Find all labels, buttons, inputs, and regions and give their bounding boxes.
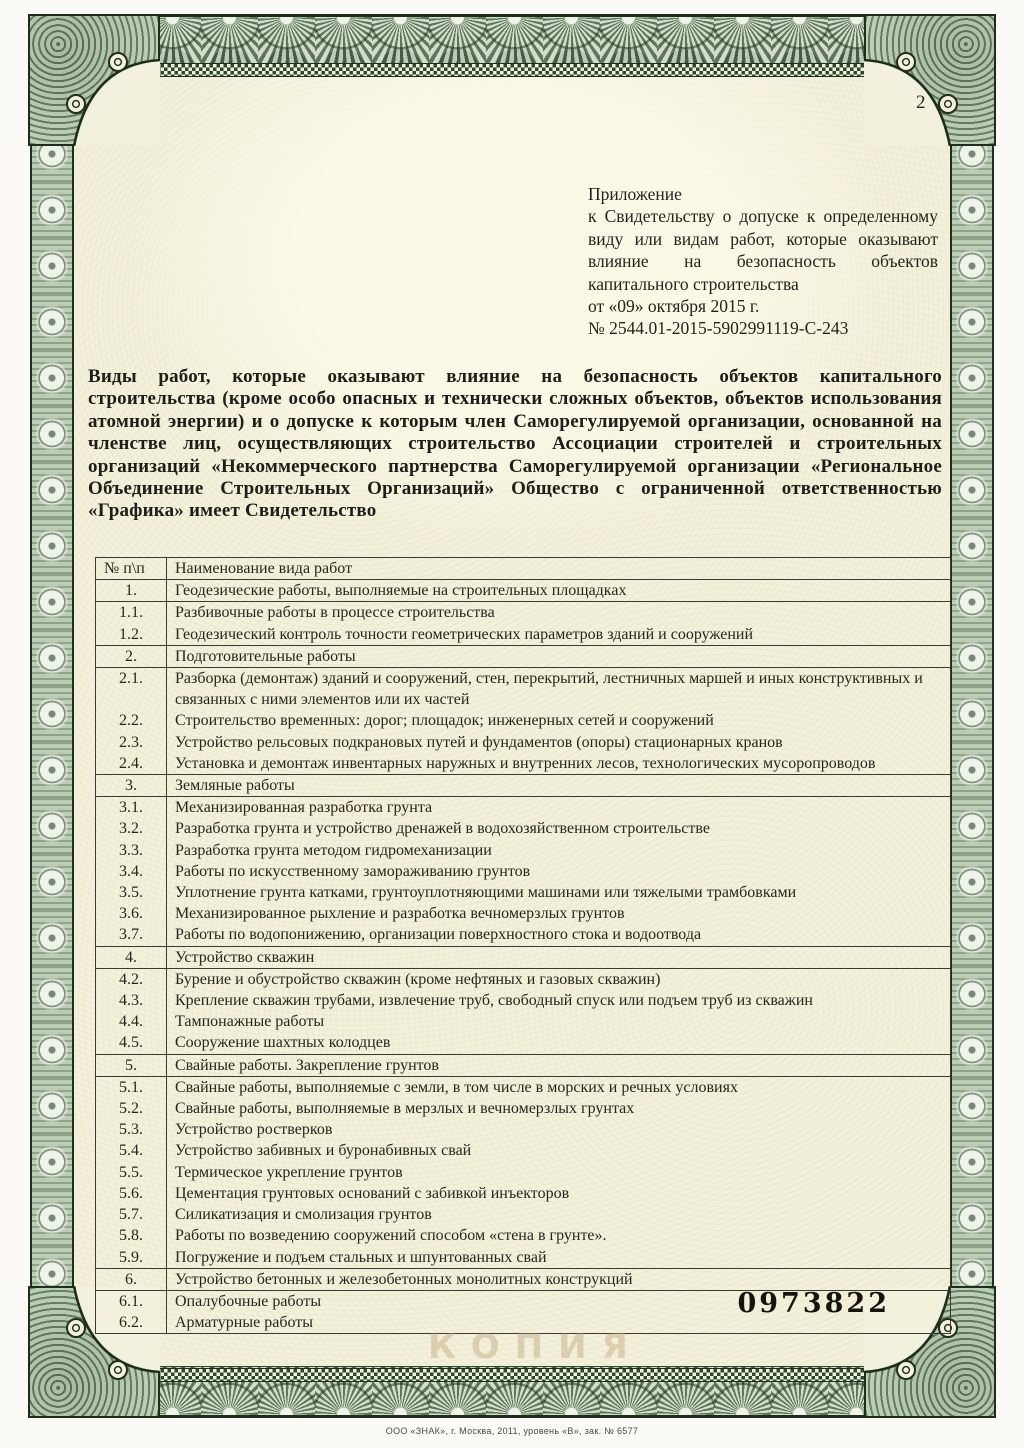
scroll-flourish-icon [28,14,160,146]
row-work-name: Цементация грунтовых оснований с забивкой инъекторов [167,1183,951,1204]
table-row [96,1140,951,1161]
row-number: 4.2. [96,968,167,990]
row-work-name: Подготовительные работы [167,645,951,667]
row-work-name: Силикатизация и смолизация грунтов [167,1204,951,1225]
row-work-name: Свайные работы, выполняемые с земли, в том числе в морских и речных условиях [167,1076,951,1098]
row-work-name: Работы по возведению сооружений способом «стена в грунте». [167,1225,951,1246]
table-row [96,1225,951,1246]
row-work-name: Крепление скважин трубами, извлечение труб, свободный спуск или подъем труб из скважин [167,990,951,1011]
corner-flourish-ornament [28,14,160,146]
row-number: 3.3. [96,840,167,861]
table-row [96,753,951,775]
table-row [96,1098,951,1119]
row-number: 2.3. [96,732,167,753]
table-row [96,797,951,819]
row-number: 3.1. [96,797,167,819]
border-ornament-top [30,14,994,66]
column-header-number: № п\п [96,558,167,580]
row-work-name: Разборка (демонтаж) зданий и сооружений, стен, перекрытий, лестничных маршей и иных конструктивных и связанных с ними элементов или их частей [167,668,951,711]
row-number: 4.4. [96,1011,167,1032]
table-row [96,645,951,667]
table-row [96,1162,951,1183]
table-row [96,1076,951,1098]
row-number: 6.1. [96,1290,167,1312]
row-work-name: Земляные работы [167,775,951,797]
table-row [96,1247,951,1269]
scroll-flourish-icon [864,14,996,146]
row-work-name: Устройство скважин [167,946,951,968]
checkered-ribbon-top [150,63,874,77]
serial-number: 0973822 [737,1288,890,1319]
row-work-name: Разработка грунта методом гидромеханизации [167,840,951,861]
table-row [96,1204,951,1225]
table-row [96,818,951,839]
row-number: 5.2. [96,1098,167,1119]
row-work-name: Устройство забивных и буронабивных свай [167,1140,951,1161]
row-number: 6.2. [96,1312,167,1334]
row-number: 2.2. [96,710,167,731]
row-work-name: Механизированная разработка грунта [167,797,951,819]
row-work-name: Свайные работы, выполняемые в мерзлых и вечномерзлых грунтах [167,1098,951,1119]
printer-imprint: ООО «ЗНАК», г. Москва, 2011, уровень «В», зак. № 6577 [385,1426,639,1436]
appendix-header [588,183,938,340]
appendix-date-line: от «09» октября 2015 г. [588,296,760,317]
row-number: 5.4. [96,1140,167,1161]
row-work-name: Погружение и подъем стальных и шпунтованных свай [167,1247,951,1269]
table-row [96,946,951,968]
row-work-name: Разработка грунта и устройство дренажей в водохозяйственном строительстве [167,818,951,839]
row-number: 2.4. [96,753,167,775]
row-work-name: Свайные работы. Закрепление грунтов [167,1054,951,1076]
row-number: 5.8. [96,1225,167,1246]
row-number: 2.1. [96,668,167,711]
table-row [96,882,951,903]
corner-flourish-ornament [864,14,996,146]
border-ornament-right [950,14,994,1418]
table-row [96,710,951,731]
row-number: 3.5. [96,882,167,903]
row-number: 5.5. [96,1162,167,1183]
table-row [96,624,951,646]
table-row [96,775,951,797]
checkered-ribbon-bottom [150,1368,874,1382]
table-row [96,580,951,602]
row-work-name: Тампонажные работы [167,1011,951,1032]
row-work-name: Уплотнение грунта катками, грунтоуплотняющими машинами или тяжелыми трамбовками [167,882,951,903]
row-number: 3.2. [96,818,167,839]
row-number: 5.6. [96,1183,167,1204]
work-types-table [95,557,951,1334]
table-row [96,602,951,624]
table-row [96,924,951,946]
row-work-name: Устройство рельсовых подкрановых путей и фундаментов (опоры) стационарных кранов [167,732,951,753]
row-work-name: Разбивочные работы в процессе строительства [167,602,951,624]
row-work-name: Сооружение шахтных колодцев [167,1032,951,1054]
row-work-name: Установка и демонтаж инвентарных наружных и внутренних лесов, технологических мусоропроводов [167,753,951,775]
table-row [96,903,951,924]
row-number: 1. [96,580,167,602]
row-work-name: Работы по искусственному замораживанию грунтов [167,861,951,882]
border-ornament-left [30,14,74,1418]
page-number: 2 [916,92,926,113]
row-number: 4. [96,946,167,968]
column-header-name: Наименование вида работ [167,558,951,580]
table-row [96,1054,951,1076]
row-number: 6. [96,1268,167,1290]
table-row [96,968,951,990]
table-header-row [96,558,951,580]
table-row [96,990,951,1011]
row-number: 3. [96,775,167,797]
row-work-name: Механизированное рыхление и разработка вечномерзлых грунтов [167,903,951,924]
row-number: 5.1. [96,1076,167,1098]
row-number: 4.3. [96,990,167,1011]
table-row [96,668,951,711]
row-work-name: Арматурные работы [167,1312,951,1334]
row-number: 1.1. [96,602,167,624]
appendix-header-line: Приложение [588,184,682,204]
table-row [96,1032,951,1054]
table-row [96,1011,951,1032]
row-number: 5.9. [96,1247,167,1269]
intro-paragraph: Виды работ, которые оказывают влияние на безопасность объектов капитального строительства (кроме особо опасных и технически сложных объектов, объектов использования атомной энергии) и о допуске к которым член Саморегулируемой организации, основанной на членстве лиц, осуществляющих строительство Ассоциации строителей и строительных организаций «Некоммерческого партнерства Саморегулируемой организации «Региональное Объединение Строительных Организаций» Общество с ограниченной ответственностью «Графика» имеет Свидетельство [88,366,942,522]
row-work-name: Устройство бетонных и железобетонных монолитных конструкций [167,1268,951,1290]
table-row [96,732,951,753]
row-number: 4.5. [96,1032,167,1054]
table-row [96,1119,951,1140]
row-work-name: Опалубочные работы [167,1290,951,1312]
table-row [96,840,951,861]
row-work-name: Работы по водопонижению, организации поверхностного стока и водоотвода [167,924,951,946]
copy-watermark: КОПИЯ [428,1327,643,1367]
table-row [96,1183,951,1204]
row-work-name: Бурение и обустройство скважин (кроме нефтяных и газовых скважин) [167,968,951,990]
row-number: 5.3. [96,1119,167,1140]
row-number: 3.7. [96,924,167,946]
row-work-name: Термическое укрепление грунтов [167,1162,951,1183]
appendix-number-line: № 2544.01-2015-5902991119-С-243 [588,318,849,339]
row-work-name: Строительство временных: дорог; площадок; инженерных сетей и сооружений [167,710,951,731]
row-number: 2. [96,645,167,667]
row-number: 3.4. [96,861,167,882]
table-row [96,861,951,882]
appendix-header-line: к Свидетельству о допуске к определенному виду или видам работ, которые оказывают влияние на безопасность объектов капитального строительства [588,206,938,294]
row-work-name: Геодезический контроль точности геометрических параметров зданий и сооружений [167,624,951,646]
row-work-name: Устройство ростверков [167,1119,951,1140]
row-number: 1.2. [96,624,167,646]
row-number: 5.7. [96,1204,167,1225]
row-number: 3.6. [96,903,167,924]
row-work-name: Геодезические работы, выполняемые на строительных площадках [167,580,951,602]
row-number: 5. [96,1054,167,1076]
